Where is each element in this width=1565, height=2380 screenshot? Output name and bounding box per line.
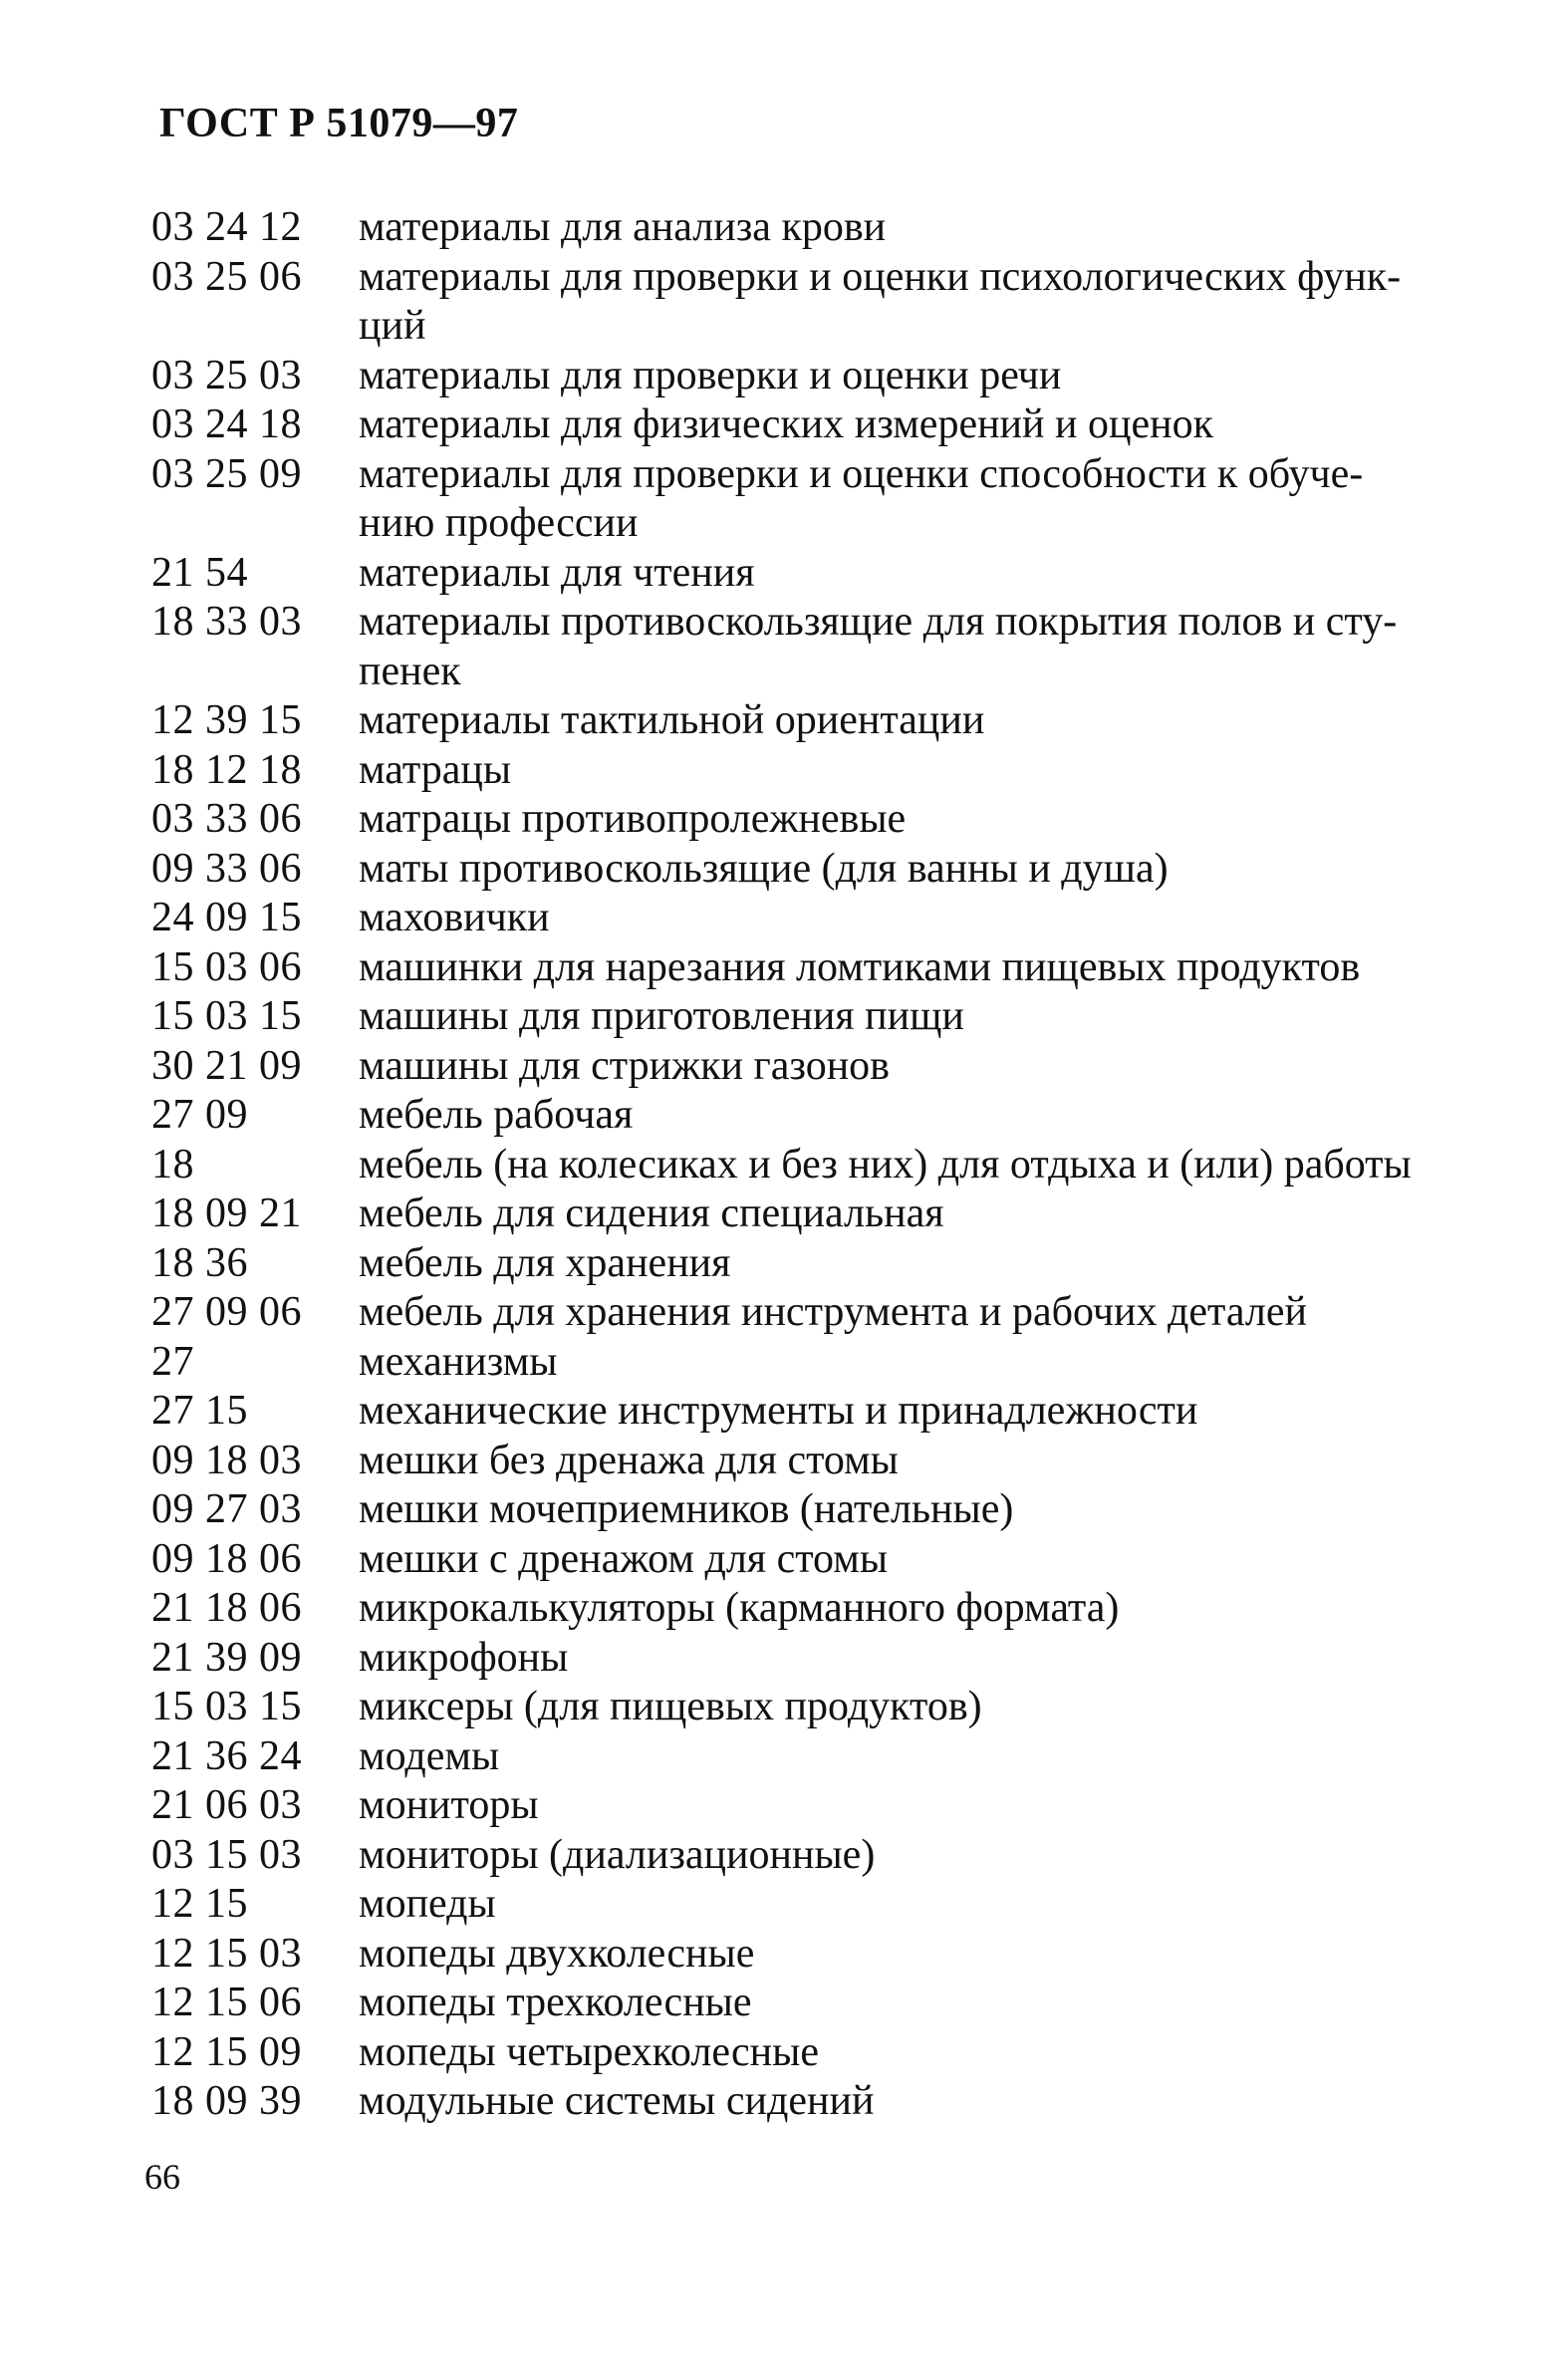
index-entry (151, 943, 1536, 993)
index-entry (151, 1781, 1536, 1831)
entry-code: 27 15 (151, 1388, 248, 1434)
entry-term-line: нию профессии (359, 500, 639, 546)
entry-code: 27 (151, 1338, 194, 1385)
entry-term (359, 352, 1536, 401)
entry-term (359, 598, 1536, 696)
entry-term (359, 1584, 1536, 1634)
entry-term (359, 894, 1536, 943)
entry-term-line: мониторы (359, 1782, 539, 1828)
entry-term (359, 1634, 1536, 1684)
entry-term-line: материалы для чтения (359, 549, 755, 596)
entry-code: 03 15 03 (151, 1831, 302, 1878)
index-entry (151, 1042, 1536, 1092)
index-entry (151, 1387, 1536, 1437)
index-entry (151, 1239, 1536, 1289)
entry-term (359, 943, 1536, 993)
index-entry (151, 1732, 1536, 1782)
entry-code: 03 25 06 (151, 253, 302, 300)
index-entry (151, 549, 1536, 599)
index-entry (151, 1634, 1536, 1684)
entry-term-line: материалы для проверки и оценки речи (359, 352, 1062, 398)
page-number: 66 (144, 2157, 180, 2197)
entry-code: 12 15 06 (151, 1980, 302, 2025)
entry-term (359, 1732, 1536, 1782)
entry-code: 21 36 24 (151, 1732, 302, 1779)
index-entry (151, 400, 1536, 450)
index-entry (151, 1880, 1536, 1930)
entry-term (359, 1781, 1536, 1831)
entry-code: 24 09 15 (151, 895, 302, 940)
entry-code: 18 12 18 (151, 746, 302, 793)
entry-code: 09 18 03 (151, 1437, 302, 1483)
entry-code: 15 03 15 (151, 1684, 302, 1729)
entry-term (359, 1141, 1536, 1190)
entry-term-line: материалы для проверки и оценки психологических функ- (359, 253, 1402, 300)
index-entry (151, 894, 1536, 943)
index-entry (151, 253, 1536, 352)
entry-term (359, 992, 1536, 1042)
index-entry (151, 1831, 1536, 1881)
entry-code: 27 09 06 (151, 1289, 302, 1335)
entry-term (359, 1338, 1536, 1388)
entry-term-line: мешки без дренажа для стомы (359, 1437, 899, 1483)
entry-term (359, 400, 1536, 450)
entry-code: 09 33 06 (151, 845, 302, 892)
entry-code: 03 25 03 (151, 352, 302, 398)
entry-code: 15 03 06 (151, 943, 302, 990)
index-entry (151, 1091, 1536, 1141)
entry-term-line: модемы (359, 1732, 500, 1779)
index-entry (151, 1535, 1536, 1585)
entry-term-line: мониторы (диализационные) (359, 1831, 876, 1878)
index-entry (151, 1979, 1536, 2028)
entry-term-line: матрацы (359, 746, 512, 793)
index-entry (151, 1437, 1536, 1486)
index-entry (151, 2077, 1536, 2127)
index-entry (151, 845, 1536, 895)
entry-term-line: мебель для хранения инструмента и рабочих деталей (359, 1289, 1307, 1335)
entry-code: 21 18 06 (151, 1585, 302, 1631)
index-entry (151, 696, 1536, 746)
entry-code: 18 09 39 (151, 2078, 302, 2124)
entry-term-line: пенек (359, 648, 461, 694)
entry-term-line: мебель (на колесиках и без них) для отдыха и (или) работы (359, 1141, 1412, 1188)
entry-code: 15 03 15 (151, 993, 302, 1039)
entry-code: 18 09 21 (151, 1190, 302, 1236)
entry-term-line: материалы для проверки и оценки способности к обуче- (359, 450, 1364, 497)
entry-term-line: мешки мочеприемников (нательные) (359, 1486, 1014, 1532)
index-entries (151, 203, 1536, 2127)
entry-term-line: матрацы противопролежневые (359, 796, 907, 842)
entry-term (359, 1930, 1536, 1980)
entry-code: 21 39 09 (151, 1634, 302, 1681)
entry-term-line: машины для приготовления пищи (359, 993, 964, 1039)
index-entry (151, 1190, 1536, 1239)
page-header: ГОСТ Р 51079—97 (159, 101, 519, 146)
entry-term (359, 1683, 1536, 1732)
entry-term-line: материалы противоскользящие для покрытия полов и сту- (359, 599, 1398, 645)
entry-code: 09 18 06 (151, 1535, 302, 1582)
entry-term (359, 1239, 1536, 1289)
entry-code: 30 21 09 (151, 1042, 302, 1089)
entry-term-line: механические инструменты и принадлежности (359, 1388, 1198, 1434)
entry-term-line: мопеды двухколесные (359, 1930, 755, 1977)
entry-code: 03 24 12 (151, 204, 302, 250)
entry-code: 21 54 (151, 549, 248, 596)
index-entry (151, 795, 1536, 845)
entry-term-line: мешки с дренажом для стомы (359, 1535, 889, 1582)
entry-term-line: мопеды (359, 1881, 496, 1927)
entry-term-line: маты противоскользящие (для ванны и душа) (359, 845, 1169, 892)
entry-term (359, 2077, 1536, 2127)
entry-term-line: микрокалькуляторы (карманного формата) (359, 1585, 1120, 1631)
index-entry (151, 598, 1536, 696)
entry-code: 12 15 03 (151, 1930, 302, 1977)
entry-term (359, 253, 1536, 352)
entry-code: 03 25 09 (151, 450, 302, 497)
entry-term (359, 203, 1536, 253)
entry-term-line: материалы для физических измерений и оценок (359, 401, 1213, 447)
entry-term (359, 1880, 1536, 1930)
entry-code: 03 24 18 (151, 401, 302, 447)
index-entry (151, 352, 1536, 401)
entry-term-line: мопеды трехколесные (359, 1980, 752, 2025)
entry-term (359, 845, 1536, 895)
entry-term-line: машинки для нарезания ломтиками пищевых продуктов (359, 943, 1361, 990)
entry-term (359, 795, 1536, 845)
entry-term-line: маховички (359, 895, 550, 940)
index-entry (151, 1485, 1536, 1535)
index-entry (151, 746, 1536, 796)
entry-term-line: мебель для хранения (359, 1239, 731, 1286)
entry-code: 12 15 (151, 1881, 248, 1927)
entry-term-line: механизмы (359, 1338, 558, 1385)
entry-term-line: материалы тактильной ориентации (359, 697, 985, 743)
entry-term (359, 1831, 1536, 1881)
entry-code: 21 06 03 (151, 1782, 302, 1828)
index-entry (151, 1288, 1536, 1338)
index-entry (151, 1338, 1536, 1388)
entry-term (359, 549, 1536, 599)
entry-term (359, 1091, 1536, 1141)
entry-term-line: мебель рабочая (359, 1092, 634, 1138)
entry-term (359, 1288, 1536, 1338)
entry-term (359, 1485, 1536, 1535)
entry-code: 18 (151, 1141, 194, 1188)
entry-term (359, 696, 1536, 746)
entry-code: 18 36 (151, 1239, 248, 1286)
entry-term-line: микрофоны (359, 1634, 569, 1681)
entry-term (359, 1535, 1536, 1585)
entry-code: 12 15 09 (151, 2028, 302, 2075)
entry-code: 27 09 (151, 1092, 248, 1138)
index-entry (151, 1584, 1536, 1634)
index-entry (151, 450, 1536, 549)
entry-term-line: модульные системы сидений (359, 2078, 875, 2124)
entry-code: 18 33 03 (151, 599, 302, 645)
index-entry (151, 1683, 1536, 1732)
entry-term (359, 1979, 1536, 2028)
entry-term (359, 2028, 1536, 2078)
entry-term (359, 1190, 1536, 1239)
index-entry (151, 1141, 1536, 1190)
entry-code: 09 27 03 (151, 1486, 302, 1532)
entry-term (359, 746, 1536, 796)
index-entry (151, 2028, 1536, 2078)
entry-term (359, 1437, 1536, 1486)
entry-term (359, 450, 1536, 549)
entry-term-line: миксеры (для пищевых продуктов) (359, 1684, 982, 1729)
entry-code: 12 39 15 (151, 697, 302, 743)
index-entry (151, 992, 1536, 1042)
entry-term (359, 1042, 1536, 1092)
entry-term (359, 1387, 1536, 1437)
index-entry (151, 203, 1536, 253)
entry-term-line: машины для стрижки газонов (359, 1042, 890, 1089)
entry-term-line: мебель для сидения специальная (359, 1190, 944, 1236)
entry-term-line: ций (359, 303, 426, 349)
entry-term-line: материалы для анализа крови (359, 204, 887, 250)
entry-code: 03 33 06 (151, 796, 302, 842)
index-entry (151, 1930, 1536, 1980)
entry-term-line: мопеды четырехколесные (359, 2028, 819, 2075)
